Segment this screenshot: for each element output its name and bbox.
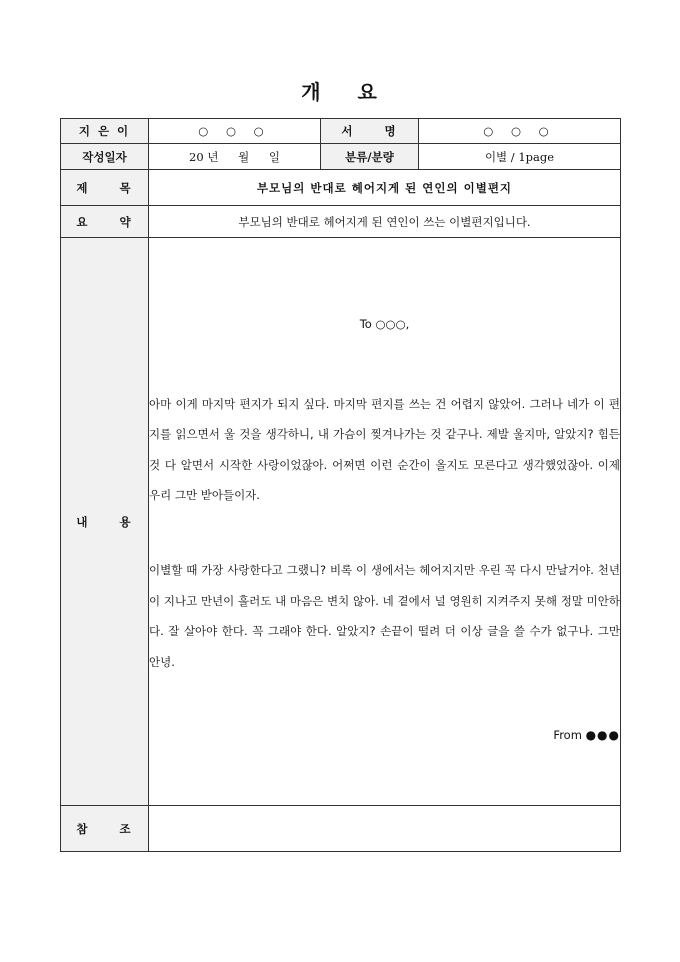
signature-value[interactable]: ○ ○ ○ — [419, 119, 621, 144]
document-heading: 개 요 — [301, 80, 379, 104]
summary-row — [61, 206, 621, 238]
title-label: 제 목 — [61, 170, 149, 206]
author-label: 지 은 이 — [61, 119, 149, 144]
date-month: 월 — [238, 149, 250, 164]
content-label: 내 용 — [61, 238, 149, 806]
title-value[interactable]: 부모님의 반대로 헤어지게 된 연인의 이별편지 — [149, 170, 621, 206]
letter-paragraph-1: 아마 이게 마지막 편지가 되지 싶다. 마지막 편지를 쓰는 건 어렵지 않았어. 그러나 네가 이 편지를 읽으면서 울 것을 생각하니, 내 가슴이 찢겨나가는 것 같구나. 제발 울지마, 알았지? 힘든 것 다 알면서 시작한 사랑이었잖아. 어쩌면 이런 순간이 올지도 모른다고 생각했었잖아. 이제 우리 그만 받아들이자. — [149, 396, 620, 503]
date-value[interactable] — [149, 144, 321, 170]
signoff-mark: ●●● — [585, 728, 620, 743]
date-year: 20 년 — [189, 149, 219, 164]
category-value[interactable]: 이별 / 1page — [419, 144, 621, 170]
letter-salutation: To ○○○, — [359, 316, 410, 331]
date-row — [61, 144, 621, 170]
content-row — [61, 238, 621, 806]
reference-value[interactable] — [149, 806, 621, 852]
title-row — [61, 170, 621, 206]
signoff-prefix: From — [553, 728, 582, 743]
reference-row — [61, 806, 621, 852]
letter-signoff — [149, 725, 620, 745]
author-row — [61, 119, 621, 144]
signature-label: 서 명 — [321, 119, 419, 144]
summary-value[interactable]: 부모님의 반대로 헤어지게 된 연인이 쓰는 이별편지입니다. — [149, 206, 621, 238]
content-body[interactable] — [149, 238, 621, 806]
date-label: 작성일자 — [61, 144, 149, 170]
overview-form-table — [60, 118, 621, 852]
letter-paragraph-2: 이별할 때 가장 사랑한다고 그랬니? 비록 이 생에서는 헤어지지만 우린 꼭 다시 만날거야. 천년이 지나고 만년이 흘러도 내 마음은 변치 않아. 네 곁에서 널 영원히 지켜주지 못해 정말 미안하다. 잘 살아야 한다. 꼭 그래야 한다. 알았지? 손끝이 떨려 더 이상 글을 쓸 수가 없구나. 그만 안녕. — [149, 563, 620, 669]
summary-label: 요 약 — [61, 206, 149, 238]
category-label: 분류/분량 — [321, 144, 419, 170]
date-day: 일 — [268, 149, 280, 164]
author-value[interactable]: ○ ○ ○ — [149, 119, 321, 144]
reference-label: 참 조 — [61, 806, 149, 852]
